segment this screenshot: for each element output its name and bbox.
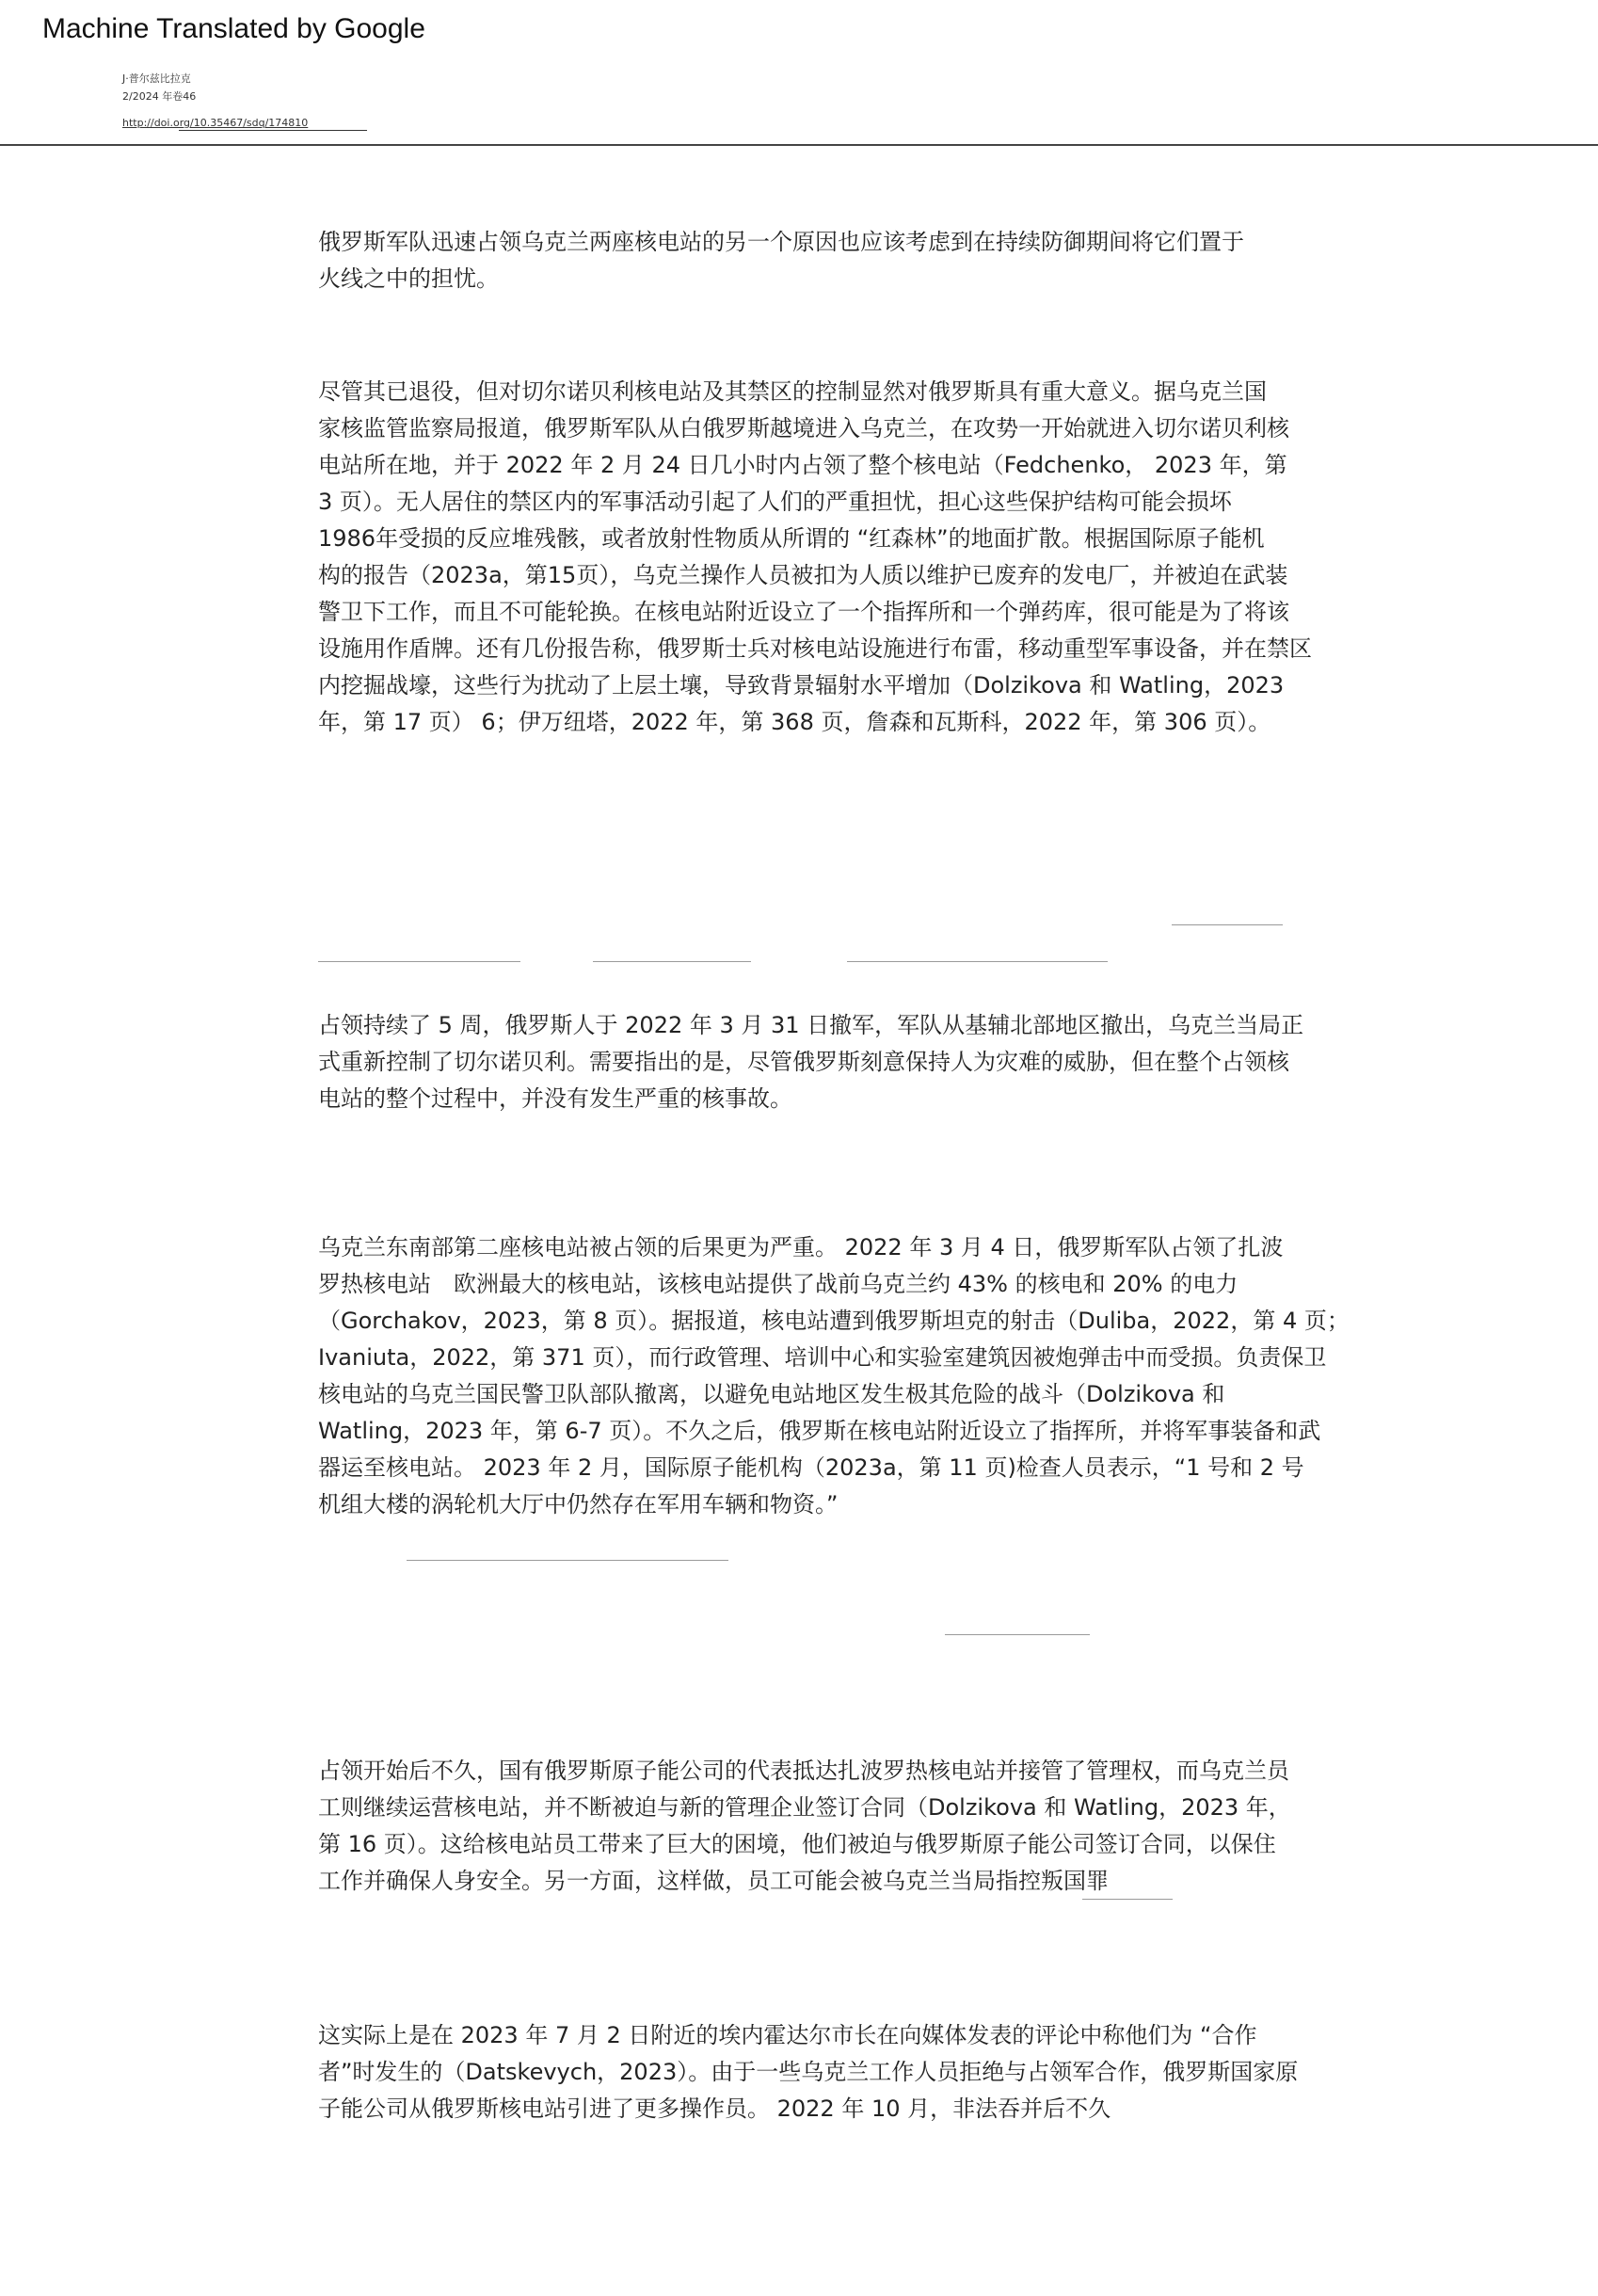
paragraph-2	[318, 374, 1312, 741]
paragraph-1	[318, 224, 1287, 297]
text-line: 罗热核电站 欧洲最大的核电站，该核电站提供了战前乌克兰约 43% 的核电和 20% 的电力	[318, 1271, 1238, 1297]
text-line: 占领持续了 5 周，俄罗斯人于 2022 年 3 月 31 日撤军，军队从基辅北部地区撤出，乌克兰当局正	[318, 1012, 1304, 1038]
paragraph-6	[318, 2017, 1299, 2127]
separator-rule	[593, 961, 751, 962]
paragraph-4	[318, 1229, 1350, 1523]
text-line: 第 16 页）。这给核电站员工带来了巨大的困境，他们被迫与俄罗斯原子能公司签订合同，以保住	[318, 1831, 1276, 1857]
text-line: 1986年受损的反应堆残骸，或者放射性物质从所谓的 “红森林”的地面扩散。根据国际原子能机	[318, 525, 1265, 552]
text-line: 子能公司从俄罗斯核电站引进了更多操作员。 2022 年 10 月，非法吞并后不久	[318, 2095, 1111, 2122]
separator-rule	[1082, 1899, 1173, 1900]
text-line: 乌克兰东南部第二座核电站被占领的后果更为严重。 2022 年 3 月 4 日，俄罗斯军队占领了扎波	[318, 1234, 1284, 1260]
text-line: Ivaniuta，2022，第 371 页），而行政管理、培训中心和实验室建筑因被炮弹击中而受损。负责保卫	[318, 1344, 1327, 1371]
separator-rule	[318, 961, 520, 962]
text-line: 内挖掘战壕，这些行为扰动了上层土壤，导致背景辐射水平增加（Dolzikova 和 Watling，2023	[318, 672, 1285, 698]
header-divider	[0, 144, 1598, 146]
separator-rule	[847, 961, 1108, 962]
separator-rule	[1172, 924, 1283, 925]
text-line: 核电站的乌克兰国民警卫队部队撤离，以避免电站地区发生极其危险的战斗（Dolzikova 和	[318, 1381, 1225, 1407]
machine-translation-banner: Machine Translated by Google	[42, 13, 425, 44]
text-line: 这实际上是在 2023 年 7 月 2 日附近的埃内霍达尔市长在向媒体发表的评论中称他们为 “合作	[318, 2022, 1257, 2048]
header-issue: 2/2024 年卷46	[122, 90, 197, 103]
text-line: 家核监管监察局报道，俄罗斯军队从白俄罗斯越境进入乌克兰，在攻势一开始就进入切尔诺贝利核	[318, 415, 1289, 442]
text-line: 设施用作盾牌。还有几份报告称，俄罗斯士兵对核电站设施进行布雷，移动重型军事设备，并在禁区	[318, 635, 1312, 662]
text-line: Watling，2023 年，第 6-7 页）。不久之后，俄罗斯在核电站附近设立了指挥所，并将军事装备和武	[318, 1418, 1321, 1444]
text-line: 火线之中的担忧。	[318, 265, 499, 292]
text-line: 警卫下工作，而且不可能轮换。在核电站附近设立了一个指挥所和一个弹药库，很可能是为了将该	[318, 599, 1289, 625]
doi-underline	[179, 130, 367, 131]
text-line: 电站的整个过程中，并没有发生严重的核事故。	[318, 1085, 792, 1112]
separator-rule	[945, 1634, 1090, 1635]
separator-rule	[407, 1560, 728, 1561]
text-line: 占领开始后不久，国有俄罗斯原子能公司的代表抵达扎波罗热核电站并接管了管理权，而乌克兰员	[318, 1758, 1289, 1784]
text-line: 机组大楼的涡轮机大厅中仍然存在军用车辆和物资。”	[318, 1491, 839, 1517]
text-line: 器运至核电站。 2023 年 2 月，国际原子能机构（2023a，第 11 页)检查人员表示，“1 号和 2 号	[318, 1454, 1304, 1481]
paragraph-3	[318, 1007, 1304, 1117]
text-line: 工则继续运营核电站，并不断被迫与新的管理企业签订合同（Dolzikova 和 Watling，2023 年，	[318, 1794, 1291, 1821]
header-doi-link[interactable]: http://doi.org/10.35467/sdq/174810	[122, 117, 309, 129]
text-line: 年，第 17 页） 6；伊万纽塔，2022 年，第 368 页，詹森和瓦斯科，2022 年，第 306 页）。	[318, 709, 1271, 735]
text-line: 电站所在地，并于 2022 年 2 月 24 日几小时内占领了整个核电站（Fedchenko， 2023 年，第	[318, 452, 1287, 478]
text-line: 3 页）。无人居住的禁区内的军事活动引起了人们的严重担忧，担心这些保护结构可能会损坏	[318, 489, 1232, 515]
header-author: J·普尔兹比拉克	[122, 72, 191, 85]
text-line: 俄罗斯军队迅速占领乌克兰两座核电站的另一个原因也应该考虑到在持续防御期间将它们置于	[318, 229, 1244, 255]
paragraph-5	[318, 1753, 1291, 1900]
text-line: 构的报告（2023a，第15页），乌克兰操作人员被扣为人质以维护已废弃的发电厂，并被迫在武装	[318, 562, 1288, 588]
text-line: 者”时发生的（Datskevych，2023）。由于一些乌克兰工作人员拒绝与占领军合作，俄罗斯国家原	[318, 2059, 1299, 2085]
text-line: 尽管其已退役，但对切尔诺贝利核电站及其禁区的控制显然对俄罗斯具有重大意义。据乌克兰国	[318, 378, 1267, 405]
text-line: （Gorchakov，2023，第 8 页）。据报道，核电站遭到俄罗斯坦克的射击（Duliba，2022，第 4 页；	[318, 1308, 1350, 1334]
text-line: 工作并确保人身安全。另一方面，这样做，员工可能会被乌克兰当局指控叛国罪	[318, 1868, 1109, 1894]
text-line: 式重新控制了切尔诺贝利。需要指出的是，尽管俄罗斯刻意保持人为灾难的威胁，但在整个占领核	[318, 1049, 1289, 1075]
